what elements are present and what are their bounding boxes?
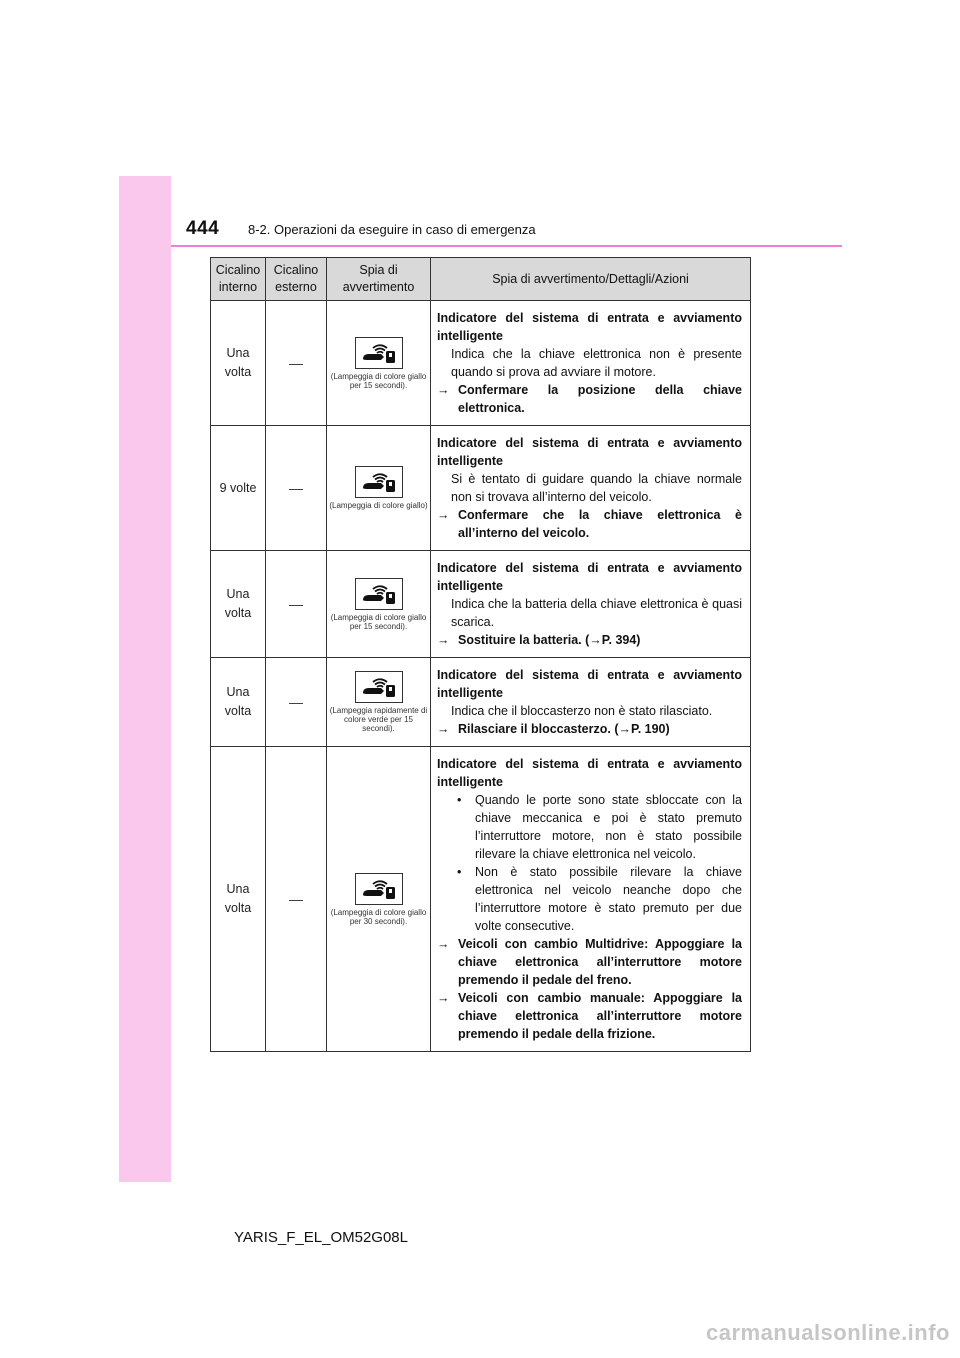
warning-light-cell <box>327 426 431 551</box>
smart-key-warning-icon <box>355 873 403 905</box>
action-text: Confermare la posizione della chiave elettronica. <box>458 383 742 415</box>
blink-note: (Lampeggia di colore giallo per 15 secondi). <box>330 612 427 631</box>
action-text: Sostituire la batteria. (→P. 394) <box>458 633 641 647</box>
bullet-item: • Quando le porte sono state sbloccate con la chiave meccanica e poi è stato premuto l’interruttore motore, non è stato possibile rilevare la chiave elettronica nel veicolo. <box>457 793 742 861</box>
row-title: Indicatore del sistema di entrata e avviamento intelligente <box>437 311 742 343</box>
action-item <box>437 381 742 417</box>
table-row <box>211 426 751 551</box>
internal-buzzer-cell: 9 volte <box>211 426 266 551</box>
action-item <box>437 989 742 1043</box>
side-tab-band <box>119 176 171 1182</box>
smart-key-warning-icon <box>355 671 403 703</box>
header-rule <box>171 245 842 247</box>
external-buzzer-cell: — <box>266 301 327 426</box>
table-row <box>211 301 751 426</box>
column-header: Spia di avvertimento/Dettagli/Azioni <box>431 258 751 301</box>
details-cell <box>431 747 751 1052</box>
action-item <box>437 935 742 989</box>
action-text: Veicoli con cambio Multidrive: Appoggiare la chiave elettronica all’interruttore motore premendo il pedale del freno. <box>458 937 742 987</box>
arrow-right-icon: → <box>437 937 450 951</box>
table-row <box>211 551 751 658</box>
smart-key-warning-icon <box>355 337 403 369</box>
blink-note: (Lampeggia di colore giallo) <box>329 501 428 510</box>
internal-buzzer-cell: Una volta <box>211 747 266 1052</box>
warning-light-cell <box>327 747 431 1052</box>
details-cell <box>431 301 751 426</box>
smart-key-warning-icon <box>355 578 403 610</box>
footer-doc-code: YARIS_F_EL_OM52G08L <box>234 1229 408 1246</box>
warning-table <box>210 257 751 1052</box>
warning-light-cell <box>327 301 431 426</box>
bullet-text: Quando le porte sono state sbloccate con la chiave meccanica e poi è stato premuto l’interruttore motore, non è stato possibile rilevare la chiave elettronica nel veicolo. <box>475 793 742 861</box>
bullet-item: • Non è stato possibile rilevare la chiave elettronica nel veicolo neanche dopo che l’interruttore motore è stato premuto per due volte consecutive. <box>457 865 742 933</box>
page-number: 444 <box>186 218 220 239</box>
warning-light-cell <box>327 658 431 747</box>
internal-buzzer-cell: Una volta <box>211 551 266 658</box>
row-title: Indicatore del sistema di entrata e avviamento intelligente <box>437 561 742 593</box>
row-title: Indicatore del sistema di entrata e avviamento intelligente <box>437 436 742 468</box>
blink-note: (Lampeggia di colore giallo per 30 secondi). <box>330 907 427 926</box>
details-cell <box>431 426 751 551</box>
arrow-right-icon: → <box>437 508 450 522</box>
details-cell <box>431 551 751 658</box>
table-body <box>211 301 751 1052</box>
arrow-right-icon: → <box>437 383 450 397</box>
bullet-text: Non è stato possibile rilevare la chiave elettronica nel veicolo neanche dopo che l’interruttore motore è stato premuto per due volte consecutive. <box>475 865 742 933</box>
table-row <box>211 747 751 1052</box>
action-text: Rilasciare il bloccasterzo. (→P. 190) <box>458 722 670 736</box>
section-title: 8-2. Operazioni da eseguire in caso di emergenza <box>248 222 536 237</box>
external-buzzer-cell: — <box>266 658 327 747</box>
warning-light-cell <box>327 551 431 658</box>
row-title: Indicatore del sistema di entrata e avviamento intelligente <box>437 757 742 789</box>
row-description: Indica che la chiave elettronica non è presente quando si prova ad avviare il motore. <box>451 347 742 379</box>
internal-buzzer-cell: Una volta <box>211 301 266 426</box>
details-cell <box>431 658 751 747</box>
smart-key-warning-icon <box>355 466 403 498</box>
blink-note: (Lampeggia rapidamente di colore verde per 15 secondi). <box>329 706 428 733</box>
blink-note: (Lampeggia di colore giallo per 15 secondi). <box>330 371 427 390</box>
external-buzzer-cell: — <box>266 426 327 551</box>
action-item <box>437 720 742 738</box>
table-row <box>211 658 751 747</box>
arrow-right-icon: → <box>437 633 450 647</box>
column-header: Cicalino interno <box>211 258 266 301</box>
row-title: Indicatore del sistema di entrata e avviamento intelligente <box>437 668 742 700</box>
action-text: Confermare che la chiave elettronica è all’interno del veicolo. <box>458 508 742 540</box>
row-description: Indica che il bloccasterzo non è stato rilasciato. <box>451 704 713 718</box>
action-item <box>437 631 742 649</box>
row-description: Indica che la batteria della chiave elettronica è quasi scarica. <box>451 597 742 629</box>
row-description: Si è tentato di guidare quando la chiave normale non si trovava all’interno del veicolo. <box>451 472 742 504</box>
column-header: Spia di avvertimento <box>327 258 431 301</box>
table-header-row <box>211 258 751 301</box>
arrow-right-icon: → <box>437 722 450 736</box>
arrow-right-icon: → <box>437 991 450 1005</box>
external-buzzer-cell: — <box>266 551 327 658</box>
action-item <box>437 506 742 542</box>
action-text: Veicoli con cambio manuale: Appoggiare la chiave elettronica all’interruttore motore premendo il pedale della frizione. <box>458 991 742 1041</box>
watermark: carmanualsonline.info <box>706 1320 950 1345</box>
internal-buzzer-cell: Una volta <box>211 658 266 747</box>
external-buzzer-cell: — <box>266 747 327 1052</box>
column-header: Cicalino esterno <box>266 258 327 301</box>
